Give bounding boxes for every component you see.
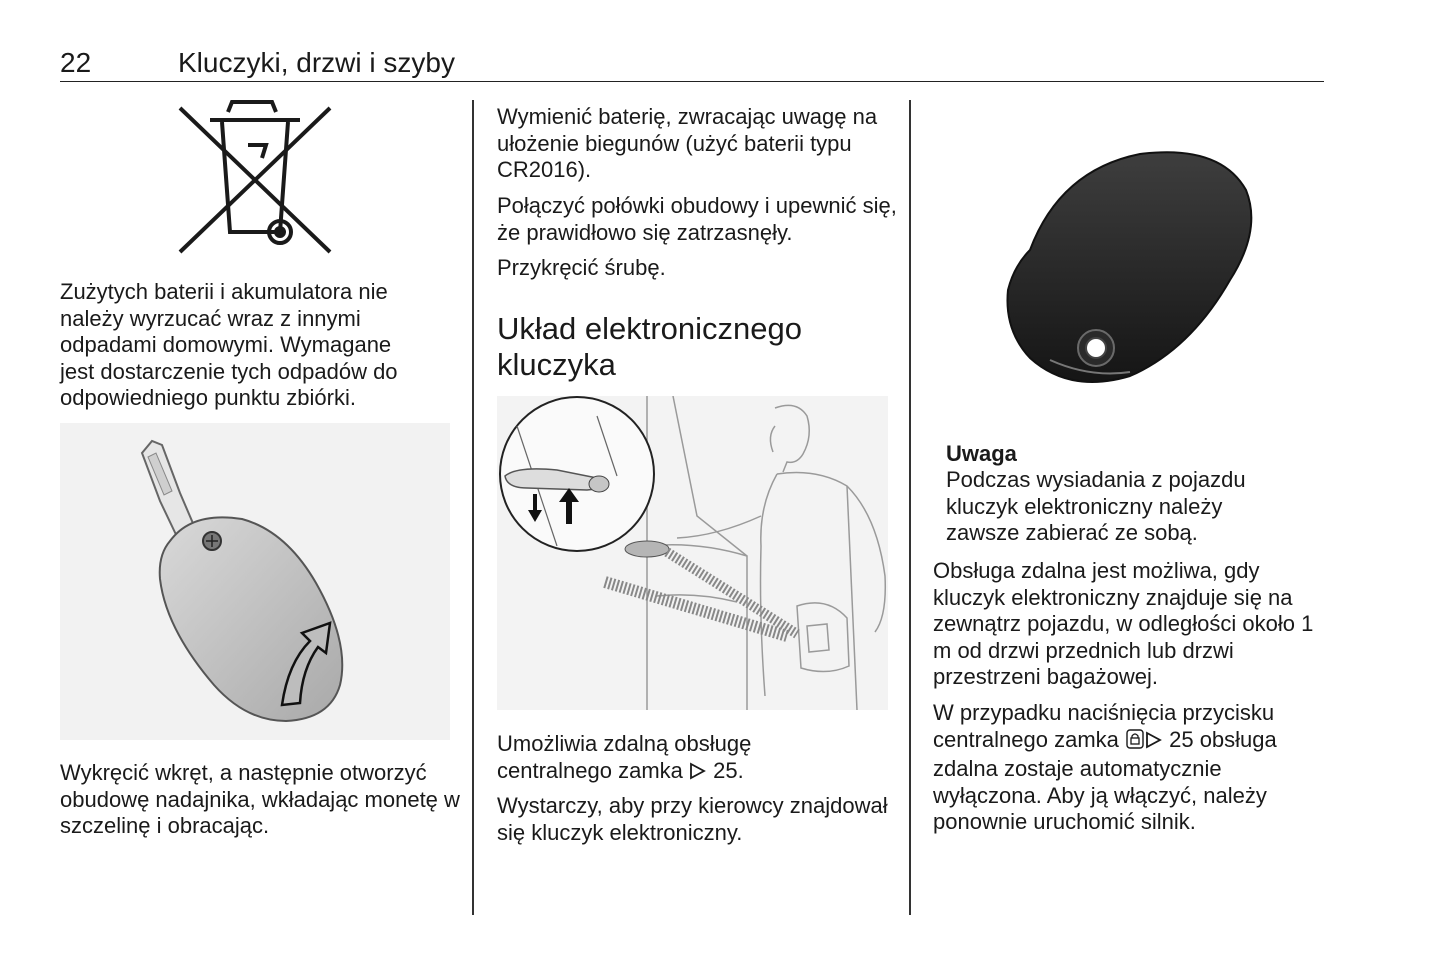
column-divider-right (909, 100, 911, 915)
battery-disposal-paragraph: Zużytych baterii i akumulatora nie należy wyrzucać wraz z innymi odpadami domowymi. Wymagane jest dostarczenie tych odpadów do odpowiedniego punktu zbiórki. (60, 279, 398, 410)
section-heading (497, 311, 897, 383)
padlock-button-icon (1125, 728, 1145, 757)
replace-battery-paragraph: Wymienić baterię, zwracając uwagę na ułożenie biegunów (użyć baterii typu CR2016). (497, 104, 878, 182)
page-header (60, 45, 1324, 82)
column-divider-left (472, 100, 474, 915)
page-title: Kluczyki, drzwi i szyby (178, 47, 455, 78)
page-reference-arrow-icon (1145, 730, 1163, 757)
page-number: 22 (60, 47, 92, 78)
remote-operation-paragraph: Obsługa zdalna jest możliwa, gdy kluczyk elektroniczny znajduje się na zewnątrz pojazdu, w odległości około 1 m od drzwi przednich lub drzwi przestrzeni bagażowej. (933, 558, 1314, 689)
remote-key-figure (60, 423, 450, 740)
central-button-page-ref-text: 25 obsługa zdalna zostaje automatycznie wyłączona. Aby ją włączyć, należy ponownie uruchomić silnik. (933, 726, 1277, 834)
note-paragraph: Podczas wysiadania z pojazdu kluczyk elektroniczny należy zawsze zabierać ze sobą. (946, 467, 1246, 545)
disposal-bin-figure (170, 100, 340, 260)
note-title: Uwaga (946, 441, 1017, 466)
central-button-paragraph (933, 700, 1328, 836)
keyless-entry-figure (497, 396, 888, 710)
remote-central-lock-page-ref: 25. (707, 757, 744, 783)
electronic-key-card-icon (990, 140, 1260, 390)
central-button-text: W przypadku naciśnięcia przycisku centralnego zamka (933, 700, 1275, 752)
join-halves-paragraph: Połączyć połówki obudowy i upewnić się, że prawidłowo się zatrzasnęły. (497, 193, 897, 245)
unscrew-instruction-paragraph: Wykręcić wkręt, a następnie otworzyć obudowę nadajnika, wkładając monetę w szczelinę i obracając. (60, 760, 460, 838)
driver-key-paragraph: Wystarczy, aby przy kierowcy znajdował się kluczyk elektroniczny. (497, 793, 888, 845)
remote-central-lock-text: Umożliwia zdalną obsługę centralnego zamka (497, 731, 752, 783)
crossed-out-wheeled-bin-icon (170, 100, 340, 260)
remote-central-lock-paragraph (497, 731, 827, 787)
page-reference-arrow-icon (689, 761, 707, 788)
remote-key-with-turn-arrow-icon (60, 423, 450, 740)
screw-in-paragraph: Przykręcić śrubę. (497, 255, 666, 280)
electronic-key-figure (990, 140, 1260, 390)
section-heading-line-1: Układ elektronicznego (497, 311, 803, 346)
section-heading-line-2: kluczyka (497, 347, 616, 382)
keyless-entry-illustration-icon (497, 396, 888, 710)
